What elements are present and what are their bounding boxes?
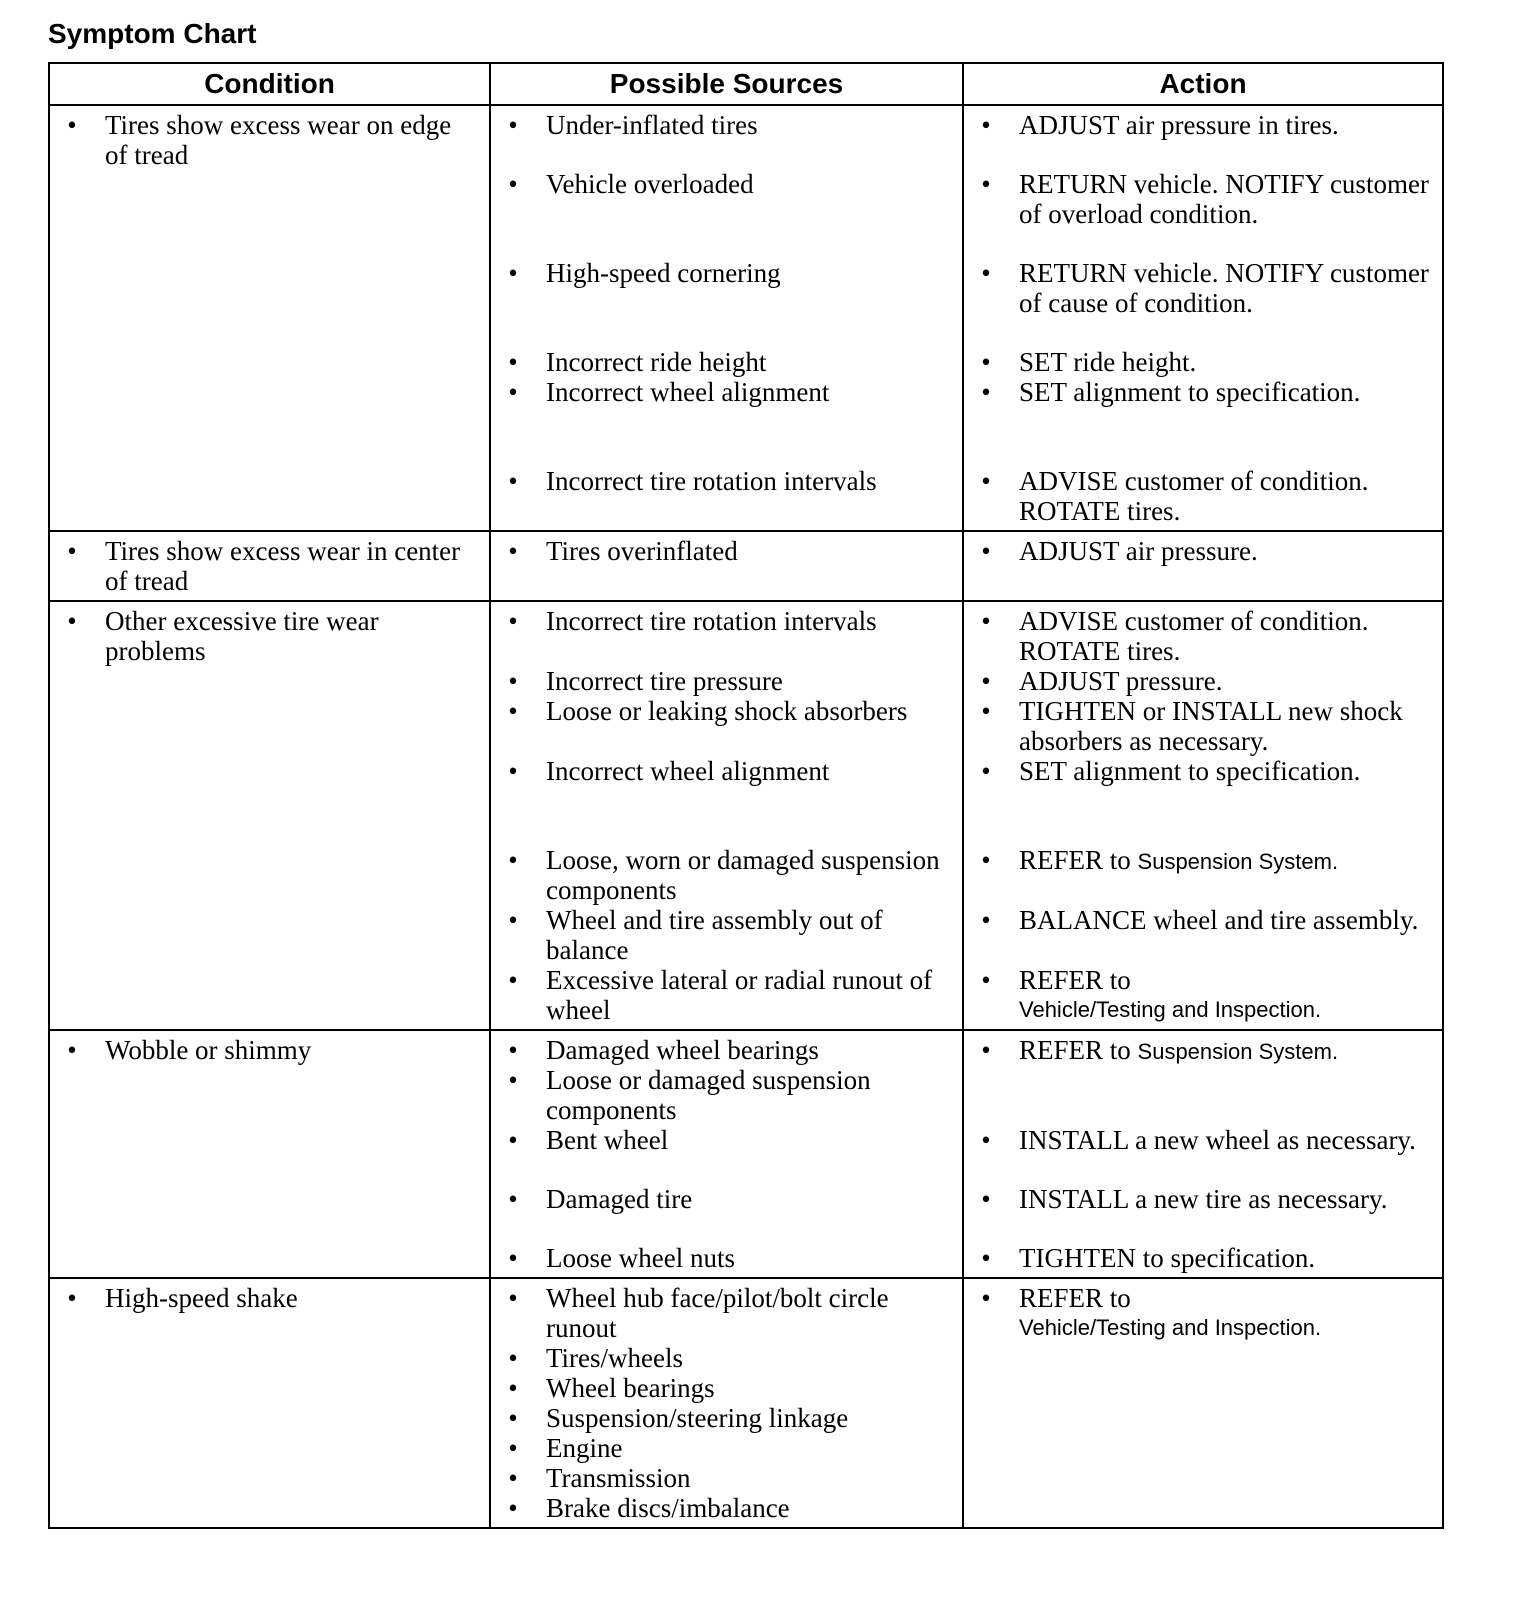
action-text: ADJUST pressure. — [1019, 666, 1223, 696]
source-text: Suspension/steering linkage — [546, 1403, 849, 1433]
source-item — [491, 1243, 962, 1273]
bullet: • — [508, 1493, 518, 1523]
bullet: • — [508, 377, 518, 407]
action-item — [964, 347, 1442, 377]
action-cell — [963, 1030, 1443, 1278]
action-text: ADJUST air pressure in tires. — [1019, 110, 1339, 140]
action-text: TIGHTEN to specification. — [1019, 1243, 1316, 1273]
bullet: • — [67, 536, 77, 566]
source-text: Tires/wheels — [546, 1343, 684, 1373]
action-text: RETURN vehicle. NOTIFY customer of overload condition. — [1019, 169, 1429, 229]
source-text: Loose or leaking shock absorbers — [546, 696, 908, 726]
condition-text: Tires show excess wear on edge of tread — [105, 110, 452, 170]
sources-cell — [490, 1030, 963, 1278]
bullet: • — [508, 606, 518, 636]
source-item — [491, 377, 962, 466]
header-condition: Condition — [49, 63, 490, 105]
source-text: Incorrect tire rotation intervals — [546, 606, 877, 636]
source-item — [491, 1035, 962, 1065]
condition-item — [50, 536, 489, 596]
action-text: INSTALL a new wheel as necessary. — [1019, 1125, 1416, 1155]
source-text: Loose wheel nuts — [546, 1243, 735, 1273]
action-item — [964, 1184, 1442, 1243]
action-text: INSTALL a new tire as necessary. — [1019, 1184, 1388, 1214]
condition-item — [50, 1283, 489, 1313]
table-row — [49, 1030, 1443, 1278]
condition-item — [50, 606, 489, 666]
action-item — [964, 377, 1442, 466]
action-text: SET alignment to specification. — [1019, 377, 1361, 407]
source-text: Damaged wheel bearings — [546, 1035, 819, 1065]
source-item — [491, 666, 962, 696]
bullet: • — [981, 1184, 991, 1214]
bullet: • — [508, 258, 518, 288]
source-item — [491, 110, 962, 169]
sources-cell — [490, 531, 963, 601]
header-possible-sources: Possible Sources — [490, 63, 963, 105]
source-text: Incorrect tire pressure — [546, 666, 783, 696]
table-row — [49, 531, 1443, 601]
action-text: ADVISE customer of condition. ROTATE tires. — [1019, 466, 1369, 526]
bullet: • — [981, 845, 991, 875]
source-text: Vehicle overloaded — [546, 169, 754, 199]
bullet: • — [508, 1403, 518, 1433]
action-item — [964, 1243, 1442, 1273]
source-item — [491, 258, 962, 347]
bullet: • — [508, 1184, 518, 1214]
bullet: • — [508, 466, 518, 496]
action-text: SET ride height. — [1019, 347, 1197, 377]
bullet: • — [508, 1035, 518, 1065]
bullet: • — [67, 110, 77, 140]
source-text: Engine — [546, 1433, 623, 1463]
bullet: • — [508, 110, 518, 140]
table-row — [49, 601, 1443, 1030]
condition-item — [50, 110, 489, 170]
action-text: REFER to — [1019, 845, 1131, 875]
bullet: • — [508, 1243, 518, 1273]
action-reference: Suspension System. — [1137, 1039, 1339, 1064]
bullet: • — [508, 1373, 518, 1403]
action-text: ADJUST air pressure. — [1019, 536, 1258, 566]
bullet: • — [981, 1035, 991, 1065]
source-item — [491, 1403, 962, 1433]
action-item — [964, 1035, 1442, 1125]
source-item — [491, 845, 962, 905]
bullet: • — [508, 756, 518, 786]
bullet: • — [508, 1125, 518, 1155]
condition-cell — [49, 601, 490, 1030]
bullet: • — [981, 169, 991, 199]
sources-cell — [490, 105, 963, 531]
source-text: Incorrect ride height — [546, 347, 767, 377]
action-item — [964, 1283, 1442, 1343]
action-text: ADVISE customer of condition. ROTATE tires. — [1019, 606, 1369, 666]
bullet: • — [981, 1243, 991, 1273]
bullet: • — [67, 606, 77, 636]
source-text: Wheel hub face/pilot/bolt circle runout — [546, 1283, 889, 1343]
action-text: REFER to — [1019, 1035, 1131, 1065]
bullet: • — [67, 1035, 77, 1065]
bullet: • — [981, 1125, 991, 1155]
action-text: SET alignment to specification. — [1019, 756, 1361, 786]
action-item — [964, 905, 1442, 965]
bullet: • — [508, 666, 518, 696]
bullet: • — [981, 905, 991, 935]
source-text: Loose, worn or damaged suspension components — [546, 845, 940, 905]
action-text: RETURN vehicle. NOTIFY customer of cause of condition. — [1019, 258, 1429, 318]
bullet: • — [508, 905, 518, 935]
condition-text: High-speed shake — [105, 1283, 298, 1313]
source-item — [491, 169, 962, 258]
sources-cell — [490, 1278, 963, 1528]
action-cell — [963, 1278, 1443, 1528]
source-item — [491, 1065, 962, 1125]
condition-cell — [49, 1278, 490, 1528]
bullet: • — [981, 606, 991, 636]
action-item — [964, 169, 1442, 258]
source-text: Tires overinflated — [546, 536, 738, 566]
bullet: • — [981, 347, 991, 377]
condition-cell — [49, 531, 490, 601]
action-reference: Vehicle/Testing and Inspection. — [1019, 1315, 1322, 1340]
source-item — [491, 1125, 962, 1184]
bullet: • — [981, 258, 991, 288]
action-item — [964, 666, 1442, 696]
condition-cell — [49, 1030, 490, 1278]
action-text: BALANCE wheel and tire assembly. — [1019, 905, 1419, 935]
source-item — [491, 1493, 962, 1523]
action-cell — [963, 601, 1443, 1030]
source-item — [491, 696, 962, 756]
bullet: • — [508, 347, 518, 377]
source-text: Loose or damaged suspension components — [546, 1065, 871, 1125]
source-item — [491, 1283, 962, 1343]
source-item — [491, 756, 962, 845]
action-text: REFER to — [1019, 1283, 1131, 1313]
source-text: High-speed cornering — [546, 258, 781, 288]
action-text: TIGHTEN or INSTALL new shock absorbers as necessary. — [1019, 696, 1403, 756]
source-item — [491, 1373, 962, 1403]
source-text: Incorrect wheel alignment — [546, 756, 830, 786]
action-item — [964, 536, 1442, 566]
bullet: • — [981, 110, 991, 140]
action-item — [964, 845, 1442, 905]
action-item — [964, 965, 1442, 1025]
source-item — [491, 1343, 962, 1373]
bullet: • — [981, 696, 991, 726]
symptom-table — [48, 62, 1444, 1529]
bullet: • — [981, 965, 991, 995]
source-text: Wheel bearings — [546, 1373, 715, 1403]
bullet: • — [508, 536, 518, 566]
action-reference: Suspension System. — [1137, 849, 1339, 874]
bullet: • — [981, 666, 991, 696]
bullet: • — [67, 1283, 77, 1313]
condition-cell — [49, 105, 490, 531]
page-title: Symptom Chart — [48, 18, 257, 49]
source-text: Brake discs/imbalance — [546, 1493, 790, 1523]
source-item — [491, 466, 962, 496]
condition-text: Other excessive tire wear problems — [105, 606, 379, 666]
table-row — [49, 105, 1443, 531]
header-action: Action — [963, 63, 1443, 105]
bullet: • — [508, 1433, 518, 1463]
action-cell — [963, 531, 1443, 601]
condition-text: Wobble or shimmy — [105, 1035, 312, 1065]
source-text: Transmission — [546, 1463, 691, 1493]
source-item — [491, 536, 962, 566]
source-item — [491, 1184, 962, 1243]
action-item — [964, 696, 1442, 756]
bullet: • — [508, 845, 518, 875]
action-text: REFER to — [1019, 965, 1131, 995]
bullet: • — [981, 756, 991, 786]
table-row — [49, 1278, 1443, 1528]
source-item — [491, 965, 962, 1025]
source-text: Incorrect wheel alignment — [546, 377, 830, 407]
condition-text: Tires show excess wear in center of tread — [105, 536, 461, 596]
source-text: Excessive lateral or radial runout of wheel — [546, 965, 933, 1025]
source-item — [491, 905, 962, 965]
action-item — [964, 110, 1442, 169]
source-text: Wheel and tire assembly out of balance — [546, 905, 883, 965]
sources-cell — [490, 601, 963, 1030]
bullet: • — [508, 1463, 518, 1493]
bullet: • — [981, 466, 991, 496]
bullet: • — [508, 1065, 518, 1095]
action-item — [964, 1125, 1442, 1184]
action-item — [964, 466, 1442, 526]
source-item — [491, 1433, 962, 1463]
source-item — [491, 606, 962, 666]
action-item — [964, 606, 1442, 666]
bullet: • — [508, 1343, 518, 1373]
bullet: • — [981, 1283, 991, 1313]
action-reference: Vehicle/Testing and Inspection. — [1019, 997, 1322, 1022]
bullet: • — [981, 536, 991, 566]
source-text: Incorrect tire rotation intervals — [546, 466, 877, 496]
bullet: • — [508, 965, 518, 995]
bullet: • — [508, 696, 518, 726]
source-item — [491, 1463, 962, 1493]
action-item — [964, 756, 1442, 845]
header-row — [49, 63, 1443, 105]
bullet: • — [508, 169, 518, 199]
source-text: Bent wheel — [546, 1125, 669, 1155]
source-item — [491, 347, 962, 377]
bullet: • — [981, 377, 991, 407]
source-text: Damaged tire — [546, 1184, 693, 1214]
bullet: • — [508, 1283, 518, 1313]
source-text: Under-inflated tires — [546, 110, 758, 140]
condition-item — [50, 1035, 489, 1065]
action-cell — [963, 105, 1443, 531]
action-item — [964, 258, 1442, 347]
